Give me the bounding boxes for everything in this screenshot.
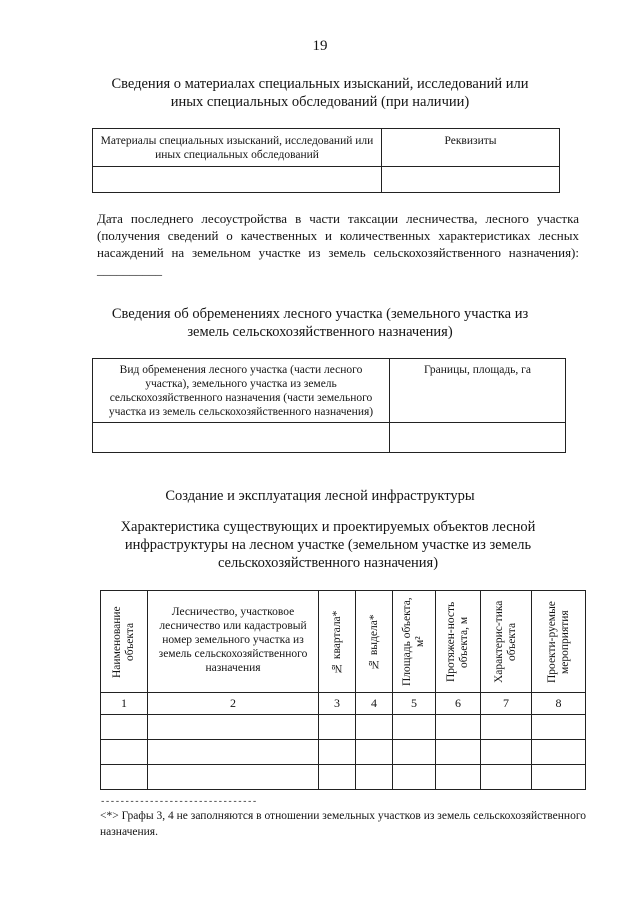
table-row bbox=[101, 715, 586, 740]
col-number: 1 bbox=[101, 693, 148, 715]
encumbrance-type-header: Вид обременения лесного участка (части лесного участка), земельного участка из земель сельскохозяйственного назначения (части земельного участка из земель сельскохозяйственного назначения) bbox=[108, 364, 374, 418]
requisites-col-header: Реквизиты bbox=[444, 135, 497, 147]
forest-inventory-text: Дата последнего лесоустройства в части таксации лесничества, лесного участка (получения сведений о качественных и количественных характеристиках лесных насаждений на земельном участке из земель сельскохозяйственного назначения): bbox=[97, 211, 579, 260]
header-area: Площадь объекта, м² bbox=[401, 597, 426, 686]
col-number: 3 bbox=[319, 693, 356, 715]
materials-col-header: Материалы специальных изысканий, исследований или иных специальных обследований bbox=[100, 135, 374, 161]
header-object-name: Наименование объекта bbox=[111, 605, 136, 678]
column-number-row bbox=[101, 693, 586, 715]
col-number: 7 bbox=[481, 693, 532, 715]
col-number: 5 bbox=[393, 693, 436, 715]
encumbrance-cell bbox=[93, 423, 390, 453]
materials-table bbox=[92, 128, 560, 193]
table-row bbox=[101, 740, 586, 765]
requisites-cell bbox=[382, 167, 560, 193]
boundaries-cell bbox=[390, 423, 566, 453]
header-planned-measures: Проекти-руемые мероприятия bbox=[545, 600, 571, 683]
materials-cell bbox=[93, 167, 382, 193]
header-allotment: № выдела* bbox=[367, 613, 380, 670]
section-encumbrance-title: Сведения об обременениях лесного участка (земельного участка из земель сельскохозяйственного назначения) bbox=[111, 306, 529, 340]
col-number: 8 bbox=[532, 693, 586, 715]
table-row bbox=[101, 765, 586, 790]
infrastructure-table bbox=[100, 590, 586, 790]
infrastructure-title: Создание и эксплуатация лесной инфраструктуры bbox=[165, 488, 475, 504]
date-blank: __________ bbox=[97, 262, 162, 277]
footnote-text: <*> Графы 3, 4 не заполняются в отношении земельных участков из земель сельскохозяйственного назначения. bbox=[100, 810, 586, 838]
col-number: 6 bbox=[436, 693, 481, 715]
header-length: Протяжен-ность объекта, м bbox=[445, 601, 470, 682]
boundaries-area-header: Границы, площадь, га bbox=[424, 364, 531, 376]
footnote-rule: -------------------------------- bbox=[100, 797, 257, 807]
encumbrance-table bbox=[92, 358, 566, 453]
col-number: 2 bbox=[148, 693, 319, 715]
header-forestry: Лесничество, участковое лесничество или кадастровый номер земельного участка из земель сельскохозяйственного назначения bbox=[158, 606, 308, 674]
forest-inventory-paragraph bbox=[97, 210, 579, 278]
header-quarter: № квартала* bbox=[330, 609, 343, 674]
header-characteristic: Характерис-тика объекта bbox=[493, 600, 518, 683]
page-number: 19 bbox=[312, 38, 328, 54]
section-materials-title: Сведения о материалах специальных изысканий, исследований или иных специальных обследований (при наличии) bbox=[111, 76, 529, 110]
col-number: 4 bbox=[356, 693, 393, 715]
infrastructure-subtitle: Характеристика существующих и проектируемых объектов лесной инфраструктуры на лесном участке (земельном участке из земель сельскохозяйственного назначения) bbox=[120, 519, 536, 571]
